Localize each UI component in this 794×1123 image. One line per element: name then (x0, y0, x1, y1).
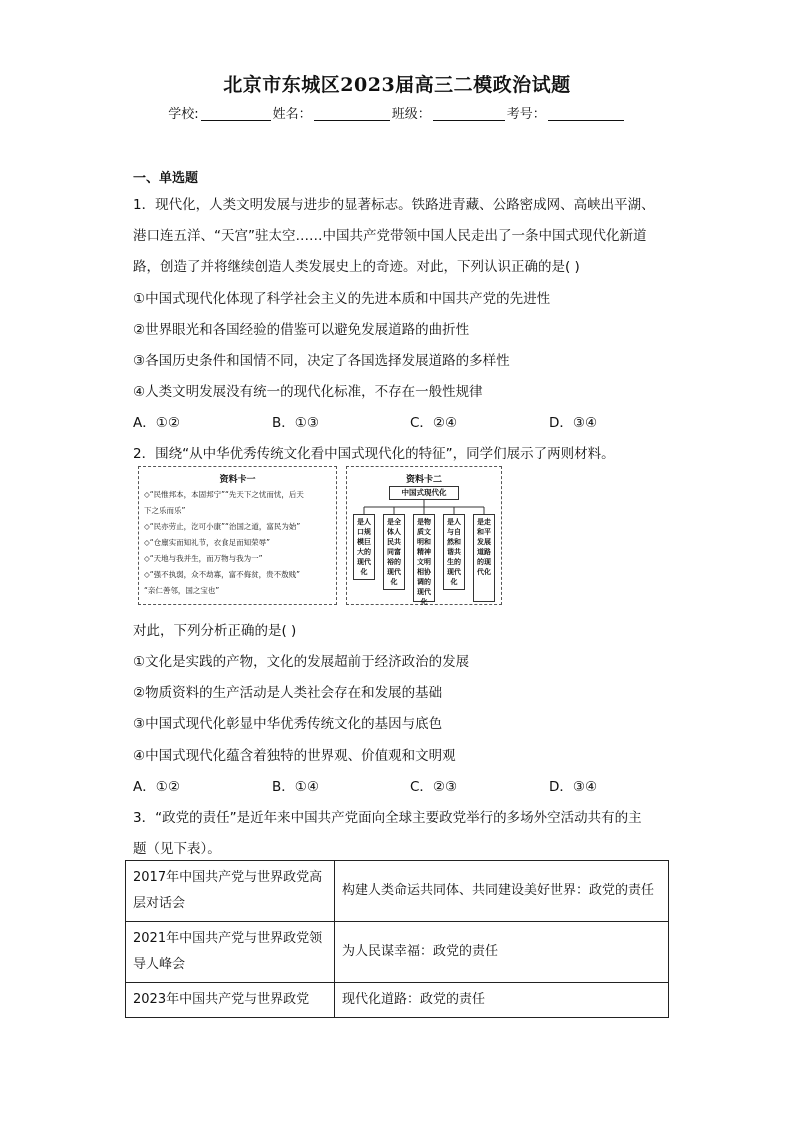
q1-option-b[interactable]: B．①③ (272, 415, 319, 431)
card1-line: 下之乐而乐” (144, 506, 186, 515)
table-cell: 为人民谋幸福：政党的责任 (335, 922, 669, 983)
q3-stem-line-1: 3．“政党的责任”是近年来中国共产党面向全球主要政党举行的多场外空活动共有的主 (133, 810, 642, 826)
table-cell: 现代化道路：政党的责任 (335, 983, 669, 1018)
q1-statement-1: ①中国式现代化体现了科学社会主义的先进本质和中国共产党的先进性 (133, 291, 551, 307)
card1-line: ◇“民惟邦本，本固邦宁”“先天下之忧而忧，后天 (144, 490, 304, 499)
tree-box-3: 是物质文明和精神文明相协调的现代化 (413, 514, 435, 602)
q1-statement-3: ③各国历史条件和国情不同，决定了各国选择发展道路的多样性 (133, 353, 510, 369)
class-blank[interactable] (433, 106, 505, 121)
q2-prompt: 对此，下列分析正确的是( ) (133, 623, 297, 639)
exam-no-blank[interactable] (548, 106, 624, 121)
q3-table (125, 860, 669, 1018)
q1-stem-line-2: 港口连五洋、“天宫”驻太空……中国共产党带领中国人民走出了一条中国式现代化新道 (133, 228, 647, 244)
table-cell: 2021年中国共产党与世界政党领导人峰会 (126, 922, 335, 983)
material-card-1 (138, 466, 337, 605)
q3-stem-line-2: 题（见下表）。 (133, 841, 221, 857)
tree-box-2: 是全体人民共同富裕的现代化 (383, 514, 405, 590)
q1-option-c[interactable]: C．②④ (410, 415, 458, 431)
q1-option-d[interactable]: D．③④ (549, 415, 598, 431)
name-blank[interactable] (314, 106, 390, 121)
table-row (126, 983, 669, 1018)
school-blank[interactable] (201, 106, 271, 121)
card1-line: “亲仁善邻，国之宝也” (144, 586, 220, 595)
card1-line: ◇“强不执弱，众不劫寡，富不侮贫，贵不敖贱” (144, 570, 301, 579)
exam-no-label: 考号： (506, 107, 546, 122)
tree-root: 中国式现代化 (389, 486, 459, 500)
q2-statement-4: ④中国式现代化蕴含着独特的世界观、价值观和文明观 (133, 748, 456, 764)
q1-stem-line-3: 路，创造了并将继续创造人类发展史上的奇迹。对此，下列认识正确的是( ) (133, 259, 580, 275)
card1-title: 资料卡一 (219, 475, 256, 485)
q2-statement-1: ①文化是实践的产物，文化的发展超前于经济政治的发展 (133, 654, 470, 670)
page-title: 北京市东城区2023届高三二模政治试题 (223, 74, 571, 96)
q2-option-a[interactable]: A．①② (133, 779, 180, 795)
table-cell: 构建人类命运共同体、共同建设美好世界：政党的责任 (335, 861, 669, 922)
q2-option-d[interactable]: D．③④ (549, 779, 598, 795)
school-label: 学校: (168, 107, 199, 122)
table-cell: 2023年中国共产党与世界政党 (126, 983, 335, 1018)
card1-line: ◇“天地与我并生，而万物与我为一” (144, 554, 263, 563)
table-row (126, 861, 669, 922)
q1-statement-4: ④人类文明发展没有统一的现代化标准，不存在一般性规律 (133, 384, 483, 400)
q1-stem-line-1: 1．现代化，人类文明发展与进步的显著标志。铁路进青藏、公路密成网、高峡出平湖、 (133, 197, 655, 213)
student-info-line (0, 103, 794, 122)
q2-option-c[interactable]: C．②③ (410, 779, 458, 795)
q1-statement-2: ②世界眼光和各国经验的借鉴可以避免发展道路的曲折性 (133, 322, 470, 338)
card2-title: 资料卡二 (405, 475, 442, 485)
q2-statement-3: ③中国式现代化彰显中华优秀传统文化的基因与底色 (133, 716, 443, 732)
tree-box-5: 是走和平发展道路的现代化 (473, 514, 495, 602)
q2-option-b[interactable]: B．①④ (272, 779, 319, 795)
tree-box-1: 是人口规模巨大的现代化 (353, 514, 375, 580)
material-card-2 (346, 466, 502, 605)
name-label: 姓名： (272, 107, 312, 122)
card1-line: ◇“仓廪实而知礼节，衣食足而知荣辱” (144, 538, 271, 547)
tree-box-4: 是人与自然和谐共生的现代化 (443, 514, 465, 590)
card1-line: ◇“民亦劳止，汔可小康”“治国之道，富民为始” (144, 522, 301, 531)
table-cell: 2017年中国共产党与世界政党高层对话会 (126, 861, 335, 922)
section-heading: 一、单选题 (133, 171, 199, 186)
q2-stem: 2．围绕“从中华优秀传统文化看中国式现代化的特征”，同学们展示了两则材料。 (133, 446, 615, 462)
q2-statement-2: ②物质资料的生产活动是人类社会存在和发展的基础 (133, 685, 443, 701)
q1-option-a[interactable]: A．①② (133, 415, 180, 431)
class-label: 班级： (391, 107, 431, 122)
table-row (126, 922, 669, 983)
